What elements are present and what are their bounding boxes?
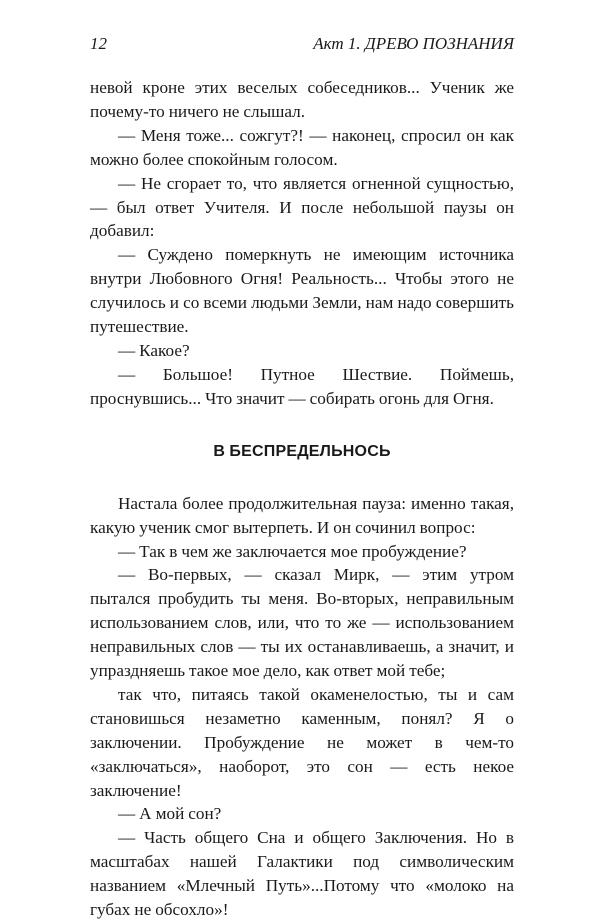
- paragraph: Настала более продолжительная пауза: именно такая, какую ученик смог вытерпеть. И он сочинил вопрос:: [90, 493, 514, 537]
- paragraph: — Так в чем же заключается мое пробуждение?: [118, 541, 467, 561]
- paragraph: невой кроне этих веселых собеседников... Ученик же почему-то ничего не слышал.: [90, 78, 514, 121]
- paragraph: так что, питаясь такой окаменелостью, ты и сам становишься незаметно каменным, понял? Я о заключении. Пробуждение не может в чем-то «заключаться», наоборот, это сон — есть некое заключение!: [90, 684, 514, 800]
- paragraph: — Часть общего Сна и общего Заключения. Но в масштабах нашей Галактики под символическим названием «Млечный Путь»...Потому что «молоко на губах не обсохло»!: [90, 828, 514, 920]
- paragraph: — Меня тоже... сожгут?! — наконец, спросил он как можно более спокойным голосом.: [90, 125, 514, 169]
- running-title: Акт 1. ДРЕВО ПОЗНАНИЯ: [313, 34, 514, 53]
- paragraph: — Не сгорает то, что является огненной сущностью, — был ответ Учителя. И после небольшой паузы он добавил:: [90, 173, 514, 241]
- body-text: [90, 76, 514, 922]
- paragraph: — Большое! Путное Шествие. Поймешь, проснувшись... Что значит — собирать огонь для Огня.: [90, 364, 514, 408]
- paragraph: — Во-первых, — сказал Мирк, — этим утром пытался пробудить ты меня. Во-вторых, неправильным использованием слов, или, что то же — использованием неправильных слов — ты их останавливаешь, а значит, и упраздняешь такое мое дело, как ответ мой тебе;: [90, 565, 514, 681]
- paragraph: — А мой сон?: [118, 804, 222, 824]
- paragraph: — Суждено померкнуть не имеющим источника внутри Любовного Огня! Реальность... Чтобы этого не случилось и со всеми людьми Земли, нам надо совершить путешествие.: [90, 245, 514, 337]
- section-heading: В БЕСПРЕДЕЛЬНОСЬ: [213, 442, 391, 460]
- paragraph: — Какое?: [118, 340, 190, 360]
- page-number: 12: [90, 34, 107, 53]
- running-head: [90, 32, 514, 56]
